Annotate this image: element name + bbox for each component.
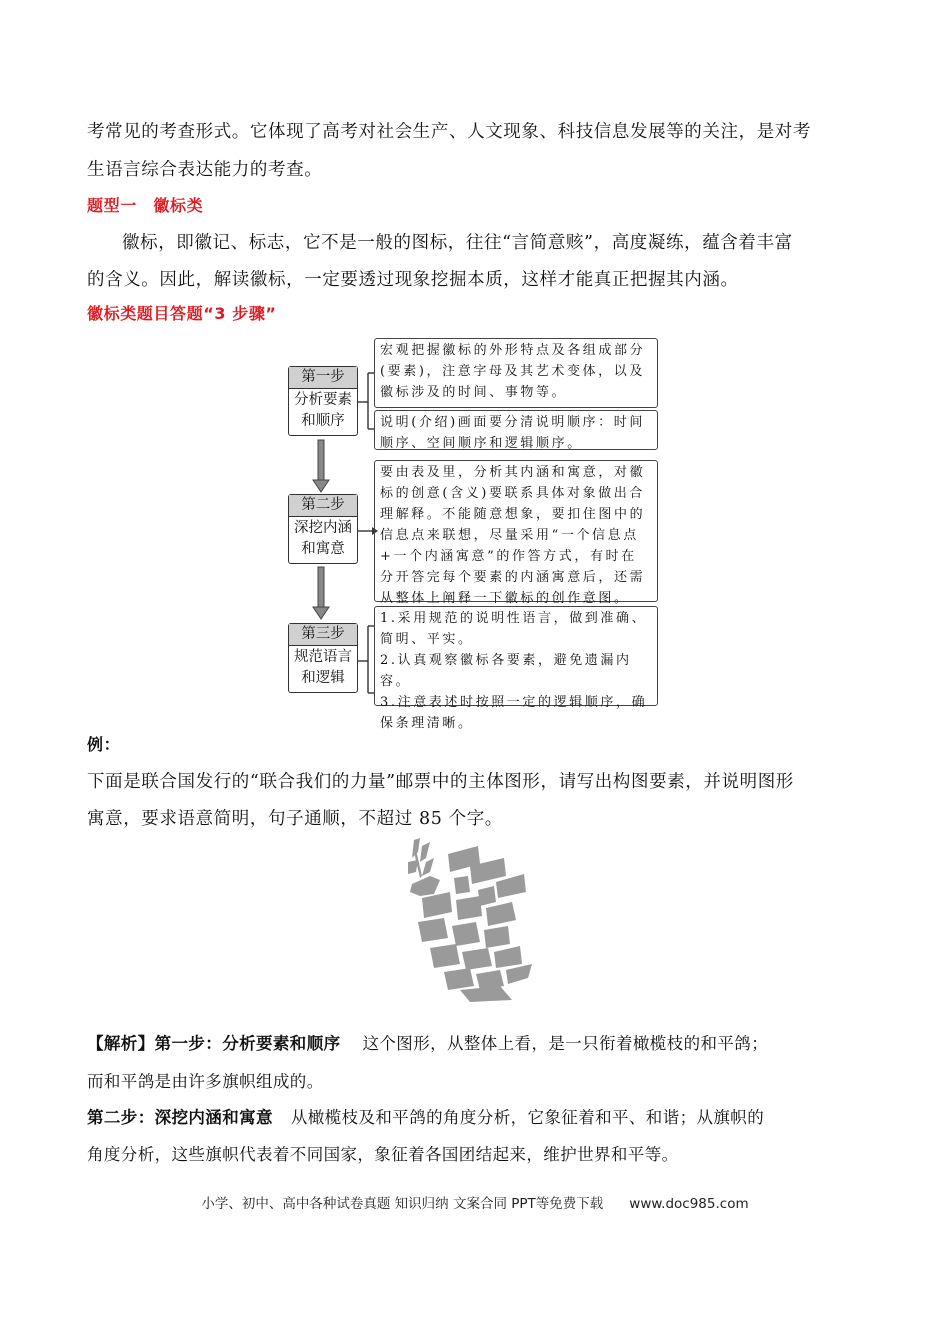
analysis-step2-text: 从橄榄枝及和平鸽的角度分析，它象征着和平、和谐；从旗帜的 bbox=[290, 1108, 765, 1127]
intro-line-2: 生语言综合表达能力的考查。 bbox=[87, 160, 323, 180]
step-3-head: 第三步 bbox=[289, 624, 357, 646]
step-2-head: 第二步 bbox=[289, 495, 357, 517]
step-1-body-line1: 分析要素 bbox=[294, 392, 352, 408]
step-3-note-item-1: 1.采用规范的说明性语言，做到准确、简明、平实。 bbox=[380, 611, 648, 647]
step-1-note-b: 说明(介绍)画面要分清说明顺序：时间顺序、空间顺序和逻辑顺序。 bbox=[374, 410, 658, 450]
page-footer bbox=[0, 1192, 950, 1212]
step-2-box bbox=[288, 494, 358, 564]
section-heading: 题型一 徽标类 bbox=[87, 196, 204, 215]
analysis-line-2: 而和平鸽是由许多旗帜组成的。 bbox=[87, 1072, 324, 1091]
step-2-note: 要由表及里，分析其内涵和寓意，对徽标的创意(含义)要联系具体对象做出合理解释。不能随意想象，要扣住图中的信息点来联想，尽量采用“一个信息点+一个内涵寓意”的作答方式，有时在分开答完每个要素的内涵寓意后，还需从整体上阐释一下徽标的创作意图。 bbox=[374, 460, 658, 602]
analysis-line-1 bbox=[87, 1030, 768, 1054]
step-3-body-line1: 规范语言 bbox=[294, 649, 352, 665]
analysis-step2-lead: 第二步：深挖内涵和寓意 bbox=[87, 1108, 273, 1127]
section-para-line-2: 的含义。因此，解读徽标，一定要透过现象挖掘本质，这样才能真正把握其内涵。 bbox=[87, 270, 739, 290]
section-subheading: 徽标类题目答题“3 步骤” bbox=[87, 304, 277, 323]
example-question-line-1: 下面是联合国发行的“联合我们的力量”邮票中的主体图形，请写出构图要素，并说明图形 bbox=[87, 772, 794, 792]
step-3-note bbox=[374, 606, 658, 731]
step-1-note-a: 宏观把握徽标的外形特点及各组成部分(要素)，注意字母及其艺术变体，以及徽标涉及的时间、事物等。 bbox=[374, 338, 658, 408]
step-3-note-item-3: 3.注意表述时按照一定的逻辑顺序，确保条理清晰。 bbox=[380, 695, 648, 731]
intro-line-1: 考常见的考查形式。它体现了高考对社会生产、人文现象、科技信息发展等的关注，是对考 bbox=[87, 122, 811, 142]
step-1-body-line2: 和顺序 bbox=[301, 413, 345, 429]
step-1-box bbox=[288, 366, 358, 436]
footer-url[interactable]: www.doc985.com bbox=[629, 1196, 749, 1212]
analysis-line-4: 角度分析，这些旗帜代表着不同国家，象征着各国团结起来，维护世界和平等。 bbox=[87, 1145, 679, 1164]
step-3-box bbox=[288, 623, 358, 693]
analysis-step1-text: 这个图形，从整体上看，是一只衔着橄榄枝的和平鸽； bbox=[362, 1034, 769, 1053]
step-1-head: 第一步 bbox=[289, 367, 357, 389]
step-2-body-line2: 和寓意 bbox=[301, 541, 345, 557]
step-3-body-line2: 和逻辑 bbox=[301, 670, 345, 686]
dove-of-flags-icon bbox=[400, 836, 540, 1002]
analysis-line-3 bbox=[87, 1104, 764, 1128]
step-3-note-item-2: 2.认真观察徽标各要素，避免遗漏内容。 bbox=[380, 653, 632, 689]
example-question-line-2: 寓意，要求语意简明，句子通顺，不超过 85 个字。 bbox=[87, 809, 503, 829]
footer-text: 小学、初中、高中各种试卷真题 知识归纳 文案合同 PPT等免费下载 bbox=[201, 1196, 604, 1212]
example-label: 例： bbox=[87, 735, 121, 754]
section-para-line-1: 徽标，即徽记、标志，它不是一般的图标，往往“言简意赅”，高度凝练，蕴含着丰富 bbox=[122, 233, 793, 253]
step-2-body-line1: 深挖内涵 bbox=[294, 520, 352, 536]
three-step-diagram bbox=[286, 336, 664, 731]
analysis-step1-lead: 【解析】第一步：分析要素和顺序 bbox=[87, 1034, 341, 1053]
